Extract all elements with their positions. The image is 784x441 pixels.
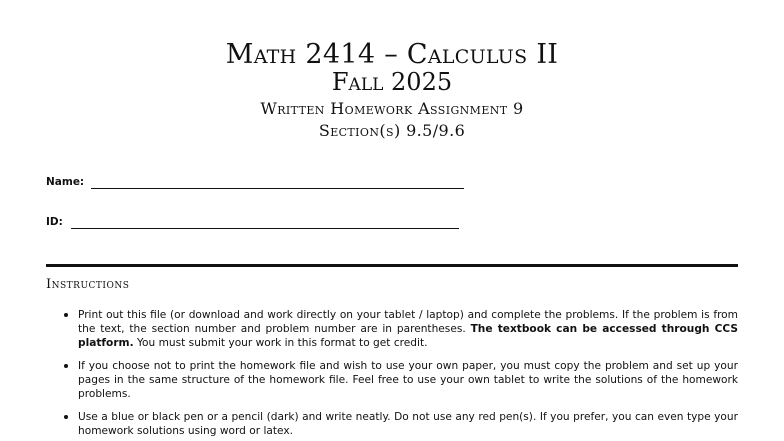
id-label: ID: (46, 216, 63, 228)
bullet-icon (64, 364, 68, 368)
instruction-text: Use a blue or black pen or a pencil (dark) and write neatly. Do not use any red pen(s). If you prefer, you can even type your homework solutions using word or latex. (78, 411, 738, 437)
assignment-title: Written Homework Assignment 9 (260, 99, 524, 118)
bullet-icon (64, 415, 68, 419)
list-item (62, 308, 738, 350)
bullet-icon (64, 313, 68, 317)
instruction-text-part: You must submit your work in this format to get credit. (136, 337, 428, 349)
list-item (62, 359, 738, 401)
term-label: Fall 2025 (331, 68, 453, 96)
instructions-list (62, 308, 738, 441)
course-title: Math 2414 – Calculus II (225, 39, 559, 70)
id-line[interactable] (71, 228, 459, 229)
name-line[interactable] (91, 188, 464, 189)
instructions-heading: Instructions (46, 277, 130, 292)
section-divider (46, 264, 738, 267)
instruction-text: If you choose not to print the homework file and wish to use your own paper, you must copy the problem and set up your pages in the same structure of the homework file. Feel free to use your own tablet to write the solutions of the homework problems. (78, 360, 738, 400)
sections-label: Section(s) 9.5/9.6 (318, 121, 466, 140)
name-label: Name: (46, 176, 85, 188)
instruction-text-part: Print out this file (or download and work directly on your tablet / laptop) and complete the problems. If the problem is from the text, the section number and problem number are in parentheses. (78, 309, 738, 335)
document-header (0, 41, 784, 142)
list-item (62, 410, 738, 438)
instruction-text (78, 308, 738, 350)
textbook-note: The textbook can be accessed through CCS platform. (78, 323, 738, 349)
